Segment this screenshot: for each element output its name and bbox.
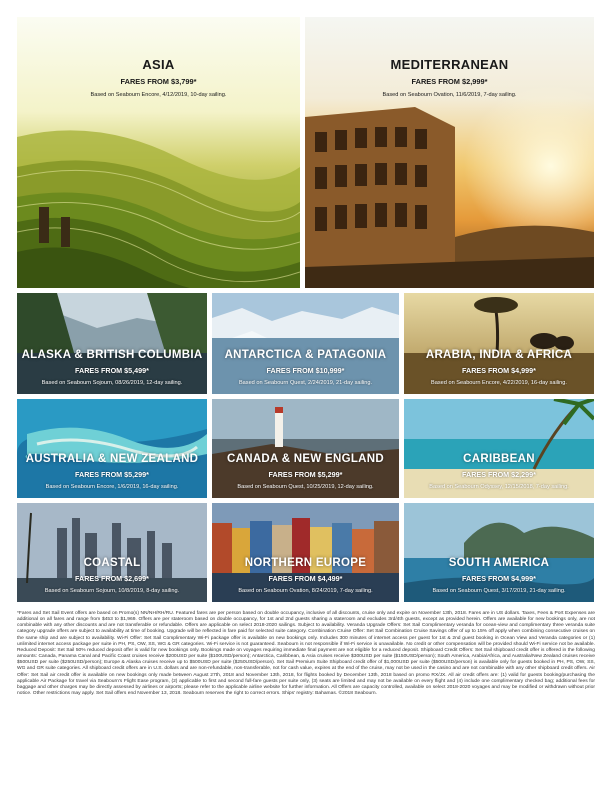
sailing-basis: Based on Seabourn Sojourn, 08/26/2019, 12-day sailing. (41, 380, 183, 386)
tile-antarctica (212, 293, 399, 394)
fare-label: FARES FROM $2,299* (462, 470, 536, 479)
destination-title: CARIBBEAN (463, 453, 535, 465)
tile-arabia (404, 293, 594, 394)
destination-title: ARABIA, INDIA & AFRICA (425, 349, 573, 361)
fare-label: FARES FROM $10,999* (266, 366, 345, 375)
fare-label: FARES FROM $4,999* (462, 366, 536, 375)
destination-title: ASIA (142, 57, 175, 72)
sailing-basis: Based on Seabourn Encore, 4/22/2019, 16-day sailing. (431, 380, 567, 386)
fare-label: FARES FROM $4,499* (268, 574, 343, 583)
tile-caribbean (404, 399, 594, 498)
sailing-basis: Based on Seabourn Ovation, 11/6/2019, 7-day sailing. (382, 92, 517, 98)
fare-label: FARES FROM $5,299* (75, 470, 149, 479)
sailing-basis: Based on Seabourn Quest, 2/24/2019, 21-day sailing. (238, 380, 373, 386)
destination-title: NORTHERN EUROPE (244, 557, 367, 569)
sailing-basis: Based on Seabourn Encore, 1/6/2019, 16-day sailing. (45, 484, 179, 490)
sailing-basis: Based on Seabourn Odyssey, 12/15/2018, 7-day sailing. (429, 484, 569, 490)
fare-label: FARES FROM $2,999* (411, 77, 488, 86)
fare-label: FARES FROM $4,999* (462, 574, 536, 583)
destination-title: COASTAL (83, 557, 141, 569)
sailing-basis: Based on Seabourn Sojourn, 10/8/2019, 8-day sailing. (44, 588, 180, 594)
fare-label: FARES FROM $5,299* (268, 470, 343, 479)
tile-canada (212, 399, 399, 498)
sailing-basis: Based on Seabourn Quest, 3/17/2019, 21-day sailing. (432, 588, 566, 594)
fare-label: FARES FROM $2,699* (75, 574, 149, 583)
tile-northern-europe (212, 503, 399, 602)
tile-south-america (404, 503, 594, 602)
tile-asia (17, 17, 300, 288)
destination-title: CANADA & NEW ENGLAND (227, 453, 384, 465)
sailing-basis: Based on Seabourn Ovation, 8/24/2019, 7-day sailing. (238, 588, 373, 594)
terms-footnote: *Fares and Set Sail Event offers are based on Promo(s) NN/NH/RH/RU. Featured fares are per person based on double occupancy, inclusive of all discounts, cruise only and expire on November 13th, 2018. Fares are in US dollars. Taxes, Fees & Port Expenses are additional on all fares and range from $453 to $1,969. Offers are per stateroom based on double occupancy, for 1st and 2nd guests sharing a stateroom and excludes 3rd/4th guests, except as provided herein. Offers are available for new bookings only, are not combinable with any other discounts and are not transferable or refundable. Offers are applicable on select 2018-2020 sailings. Subject to availability. Veranda Upgrade Offers: Set Sail Complimentary veranda for ocean-view and complimentary three veranda suite category upgrade offers are subject to availability at time of booking. Upgrade will be reflected in fare paid for selected suite category. Combination Cruise Offer: Set Sail Combination Cruise Savings offer of up to 15% off apply when combining consecutive cruises on the same ship and are subject to availability. Wi-Fi Offer: Set Sail Complimentary Wi-Fi package offer is available on new bookings only. Includes 300 minutes of internet access per guest for 1st & 2nd guest booking in Ocean View and Veranda categories or (1) unlimited internet access package per suite in PH, PS, OW, SS, WG & GR categories. Wi-Fi service is not guaranteed. Seabourn is not responsible if Wi-Fi service is unavailable. No credit or other compensation will be provided should Wi-Fi service not be available. Reduced Deposit: Set Sail 50% reduced deposit offer is valid for new bookings only. Bookings made on voyages requiring immediate final payment are not eligible for a reduced deposit. Shipboard Credit Offers: Set Sail shipboard credit offer is offered in the following amounts: Canada, Panama Canal and Pacific Coast cruises receive $200USD per suite ($100USD/person); Antarctica, Caribbean, & Asia cruises receive $300USD per suite ($150USD/person); South America, Arabia/Africa, and Australia/New Zealand cruises receive $500USD per suite ($250USD/person); Europe & Alaska cruises receive up to $500USD per suite ($250USD/person). Set Sail Premium Suite Shipboard credit offer of $1,000USD per suite ($500USD/person) is available only for guests booked in PH, PS, OW, SS, WG and GR suite categories. All shipboard credit offers are in U.S. dollars and are non-refundable, non-transferable, not for cash value, expires at the end of the cruise, may not be used in the casino and are not combinable with any other shipboard credit offers. Air Offer: Set Sail air credit offer is available on new bookings only made between August 27th, 2018 and November 13th, 2018, for flights booked by December 13th, 2018 based on promo RX/JX. All air credit offers are: (1) valid for guests booking/purchasing the applicable Air Package for travel via Seabourn's Flight Ease program, (2) applicable to first and second full-fare guests per suite only, (3) seats are limited and may not be available on every flight and (4) include one complimentary checked bag; additional fees for baggage and other charges may be directly assessed by airlines or airports; please refer to the applicable airline website for further information. All Offers are capacity controlled, available on select 2018-2020 voyages and may be modified or withdrawn without prior notice. Other restrictions may apply. Set Sail offers end November 13, 2018. Seabourn reserves the right to correct errors. Ships' registry: Bahamas. ©2018 Seabourn. (17, 611, 595, 697)
sailing-basis: Based on Seabourn Encore, 4/12/2019, 10-day sailing. (90, 92, 227, 98)
destination-title: SOUTH AMERICA (448, 557, 550, 569)
fare-label: FARES FROM $5,499* (75, 366, 149, 375)
destination-title: ANTARCTICA & PATAGONIA (224, 349, 387, 361)
destination-title: ALASKA & BRITISH COLUMBIA (21, 349, 203, 361)
fare-label: FARES FROM $3,799* (120, 77, 197, 86)
destination-title: AUSTRALIA & NEW ZEALAND (25, 453, 199, 465)
tile-australia (17, 399, 207, 498)
tile-alaska (17, 293, 207, 394)
tile-mediterranean (305, 17, 594, 288)
tile-coastal (17, 503, 207, 602)
sailing-basis: Based on Seabourn Quest, 10/25/2019, 12-day sailing. (237, 484, 374, 490)
destination-title: MEDITERRANEAN (390, 57, 509, 72)
